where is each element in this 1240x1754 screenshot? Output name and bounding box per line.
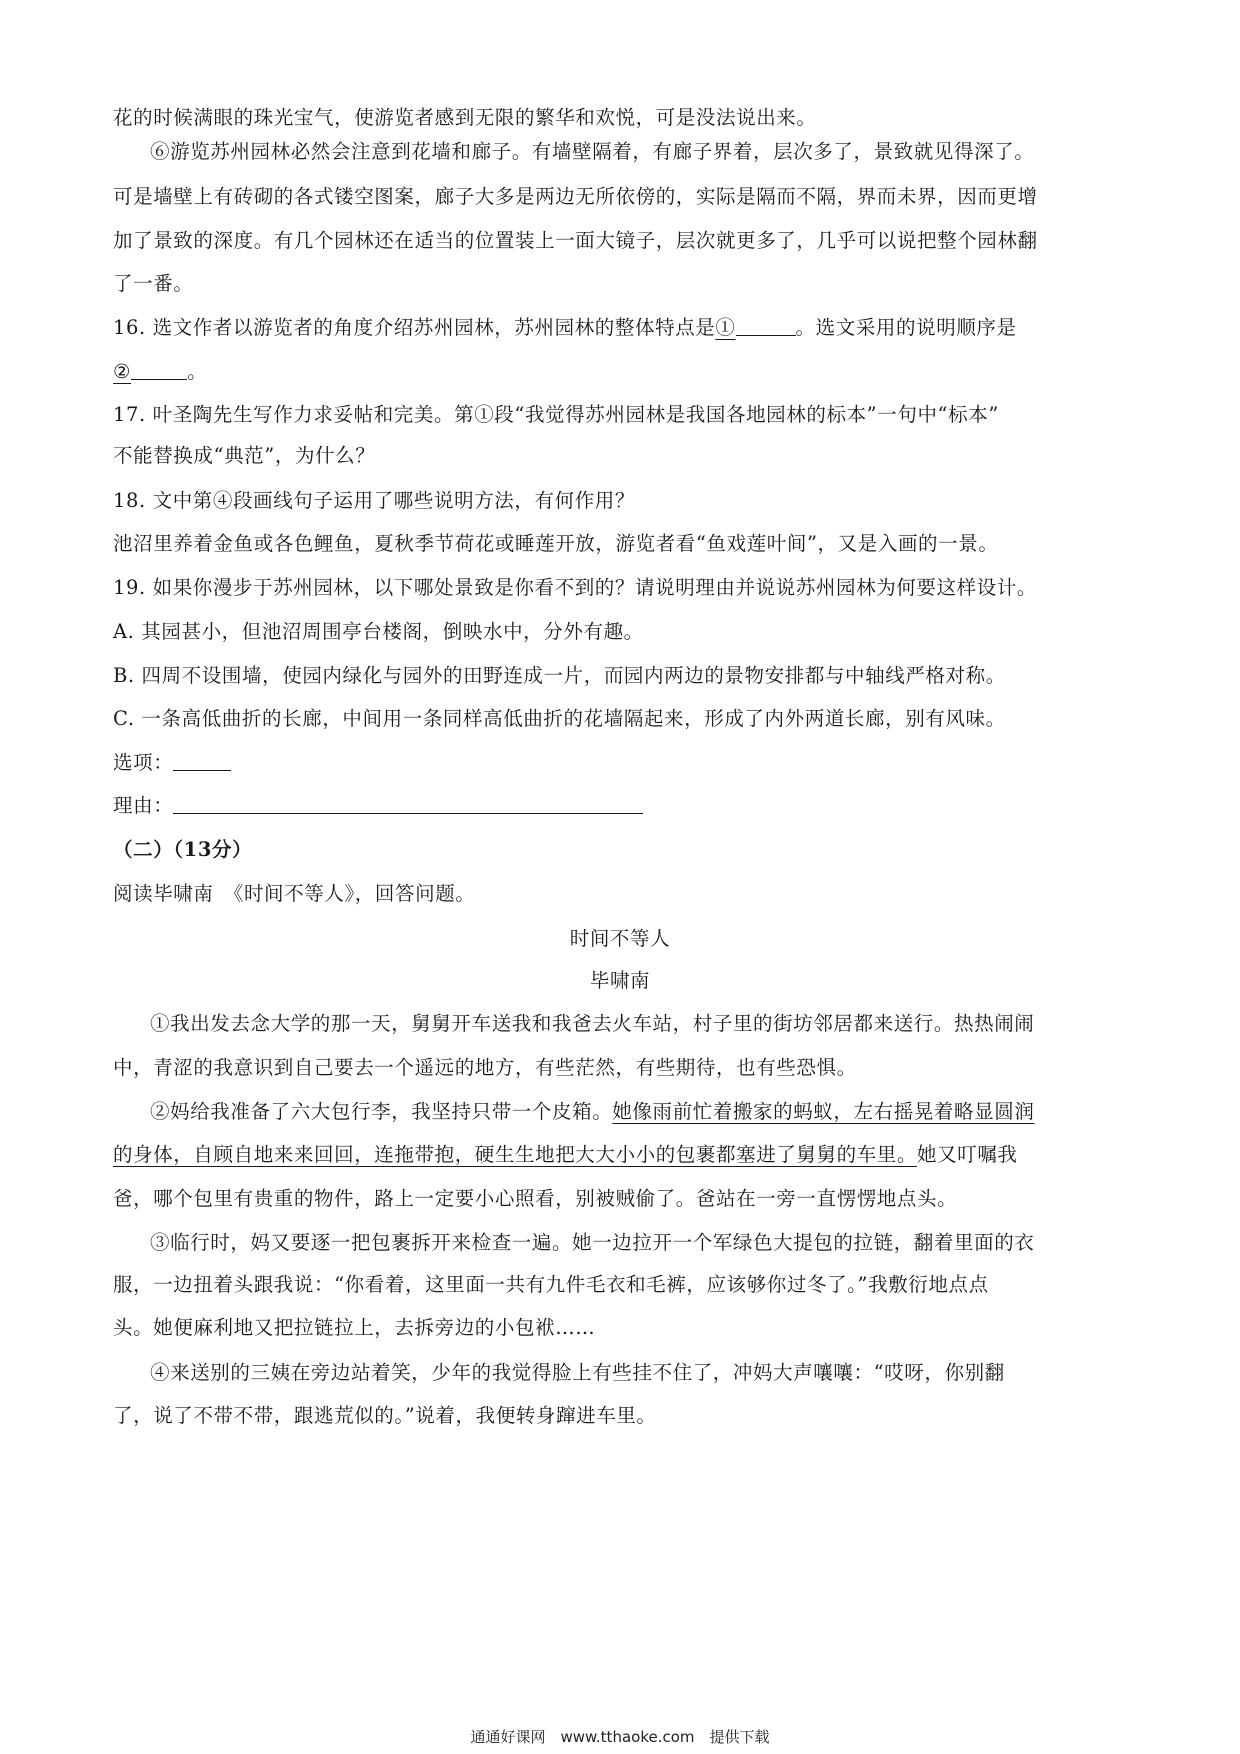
question-17: 17. 叶圣陶先生写作力求妥帖和完美。第①段“我觉得苏州园林是我国各地园林的标本”一句中“标本” (113, 403, 999, 426)
article-line: 了，说了不带不带，跟逃荒似的。”说着，我便转身蹿进车里。 (113, 1404, 657, 1427)
passage-line: 可是墙壁上有砖砌的各式镂空图案，廊子大多是两边无所依傍的，实际是隔而不隔，界而未界，因而更增 (113, 185, 1038, 208)
underlined-sentence: 她像雨前忙着搬家的蚂蚁，左右摇晃着略显圆润 (612, 1100, 1035, 1123)
quoted-sentence: 池沼里养着金鱼或各色鲤鱼，夏秋季节荷花或睡莲开放，游览者看“鱼戏莲叶间”，又是入画的一景。 (113, 532, 999, 555)
option-b: B. 四周不设围墙，使园内绿化与园外的田野连成一片，而园内两边的景物安排都与中轴线严格对称。 (113, 664, 1006, 687)
article-line: ③临行时，妈又要逐一把包裹拆开来检查一遍。她一边拉开一个军绿色大提包的拉链，翻着里面的衣 (150, 1231, 1035, 1254)
plain-text: 她又叮嘱我 (917, 1143, 1018, 1166)
option-c: C. 一条高低曲折的长廊，中间用一条同样高低曲折的花墙隔起来，形成了内外两道长廊，别有风味。 (113, 707, 1006, 730)
article-line: ④来送别的三姨在旁边站着笑，少年的我觉得脸上有些挂不住了，冲妈大声嚷嚷：“哎呀，你别翻 (150, 1361, 1005, 1384)
reading-intro: 阅读毕啸南 《时间不等人》，回答问题。 (113, 882, 476, 905)
passage-line: ⑥游览苏州园林必然会注意到花墙和廊子。有墙壁隔着，有廊子界着，层次多了，景致就见得深了。 (150, 140, 1035, 163)
question-text: 。 (187, 360, 208, 383)
article-line (150, 1097, 1127, 1127)
article-line: 服，一边扭着头跟我说：“你看着，这里面一共有九件毛衣和毛裤，应该够你过冬了。”我敷衍地点点 (113, 1273, 989, 1296)
option-a: A. 其园甚小，但池沼周围亭台楼阁，倒映水中，分外有趣。 (113, 620, 644, 643)
answer-blank-1[interactable] (736, 313, 796, 336)
answer-blank-2[interactable] (131, 357, 187, 380)
article-line: 头。她便麻利地又把拉链拉上，去拆旁边的小包袱…… (113, 1316, 596, 1339)
question-16 (113, 313, 1127, 343)
question-18: 18. 文中第④段画线句子运用了哪些说明方法，有何作用？ (113, 489, 636, 512)
passage-line: 了一番。 (113, 272, 194, 295)
question-19: 19. 如果你漫步于苏州园林，以下哪处景致是你看不到的？请说明理由并说说苏州园林为何要这样设计。 (113, 576, 1038, 599)
answer-marker-1: ① (715, 316, 736, 339)
question-16-cont (113, 357, 1127, 387)
passage-line: 加了景致的深度。有几个园林还在适当的位置装上一面大镜子，层次就更多了，几乎可以说把整个园林翻 (113, 229, 1038, 252)
article-title: 时间不等人 (569, 927, 671, 950)
article-author: 毕啸南 (589, 969, 651, 992)
plain-text: ②妈给我准备了六大包行李，我坚持只带一个皮箱。 (150, 1100, 613, 1123)
choice-label: 选项： (113, 751, 174, 774)
reason-row (113, 791, 1127, 821)
choice-row (113, 748, 1127, 778)
question-text: 。选文采用的说明顺序是 (795, 316, 1017, 339)
underlined-sentence: 的身体，自顾自地来来回回，连拖带抱，硬生生地把大大小小的包裹都塞进了舅舅的车里。 (113, 1143, 918, 1166)
passage-line: 花的时候满眼的珠光宝气，使游览者感到无限的繁华和欢悦，可是没法说出来。 (113, 106, 817, 129)
question-text: 16. 选文作者以游览者的角度介绍苏州园林，苏州园林的整体特点是 (113, 316, 716, 339)
reason-label: 理由： (113, 794, 174, 817)
answer-marker-2: ② (113, 360, 132, 383)
article-line: ①我出发去念大学的那一天，舅舅开车送我和我爸去火车站，村子里的街坊邻居都来送行。热热闹闹 (150, 1012, 1035, 1035)
article-line: 中，青涩的我意识到自己要去一个遥远的地方，有些茫然，有些期待，也有些恐惧。 (113, 1056, 857, 1079)
page-footer: 通通好课网 www.tthaoke.com 提供下载 (470, 1728, 770, 1746)
choice-blank[interactable] (173, 748, 231, 771)
section-heading: （二）（13分） (113, 838, 253, 861)
article-line: 爸，哪个包里有贵重的物件，路上一定要小心照看，别被贼偷了。爸站在一旁一直愣愣地点头。 (113, 1187, 958, 1210)
question-17-cont: 不能替换成“典范”，为什么？ (113, 444, 376, 467)
article-line (113, 1140, 1127, 1170)
reason-blank[interactable] (173, 791, 643, 814)
